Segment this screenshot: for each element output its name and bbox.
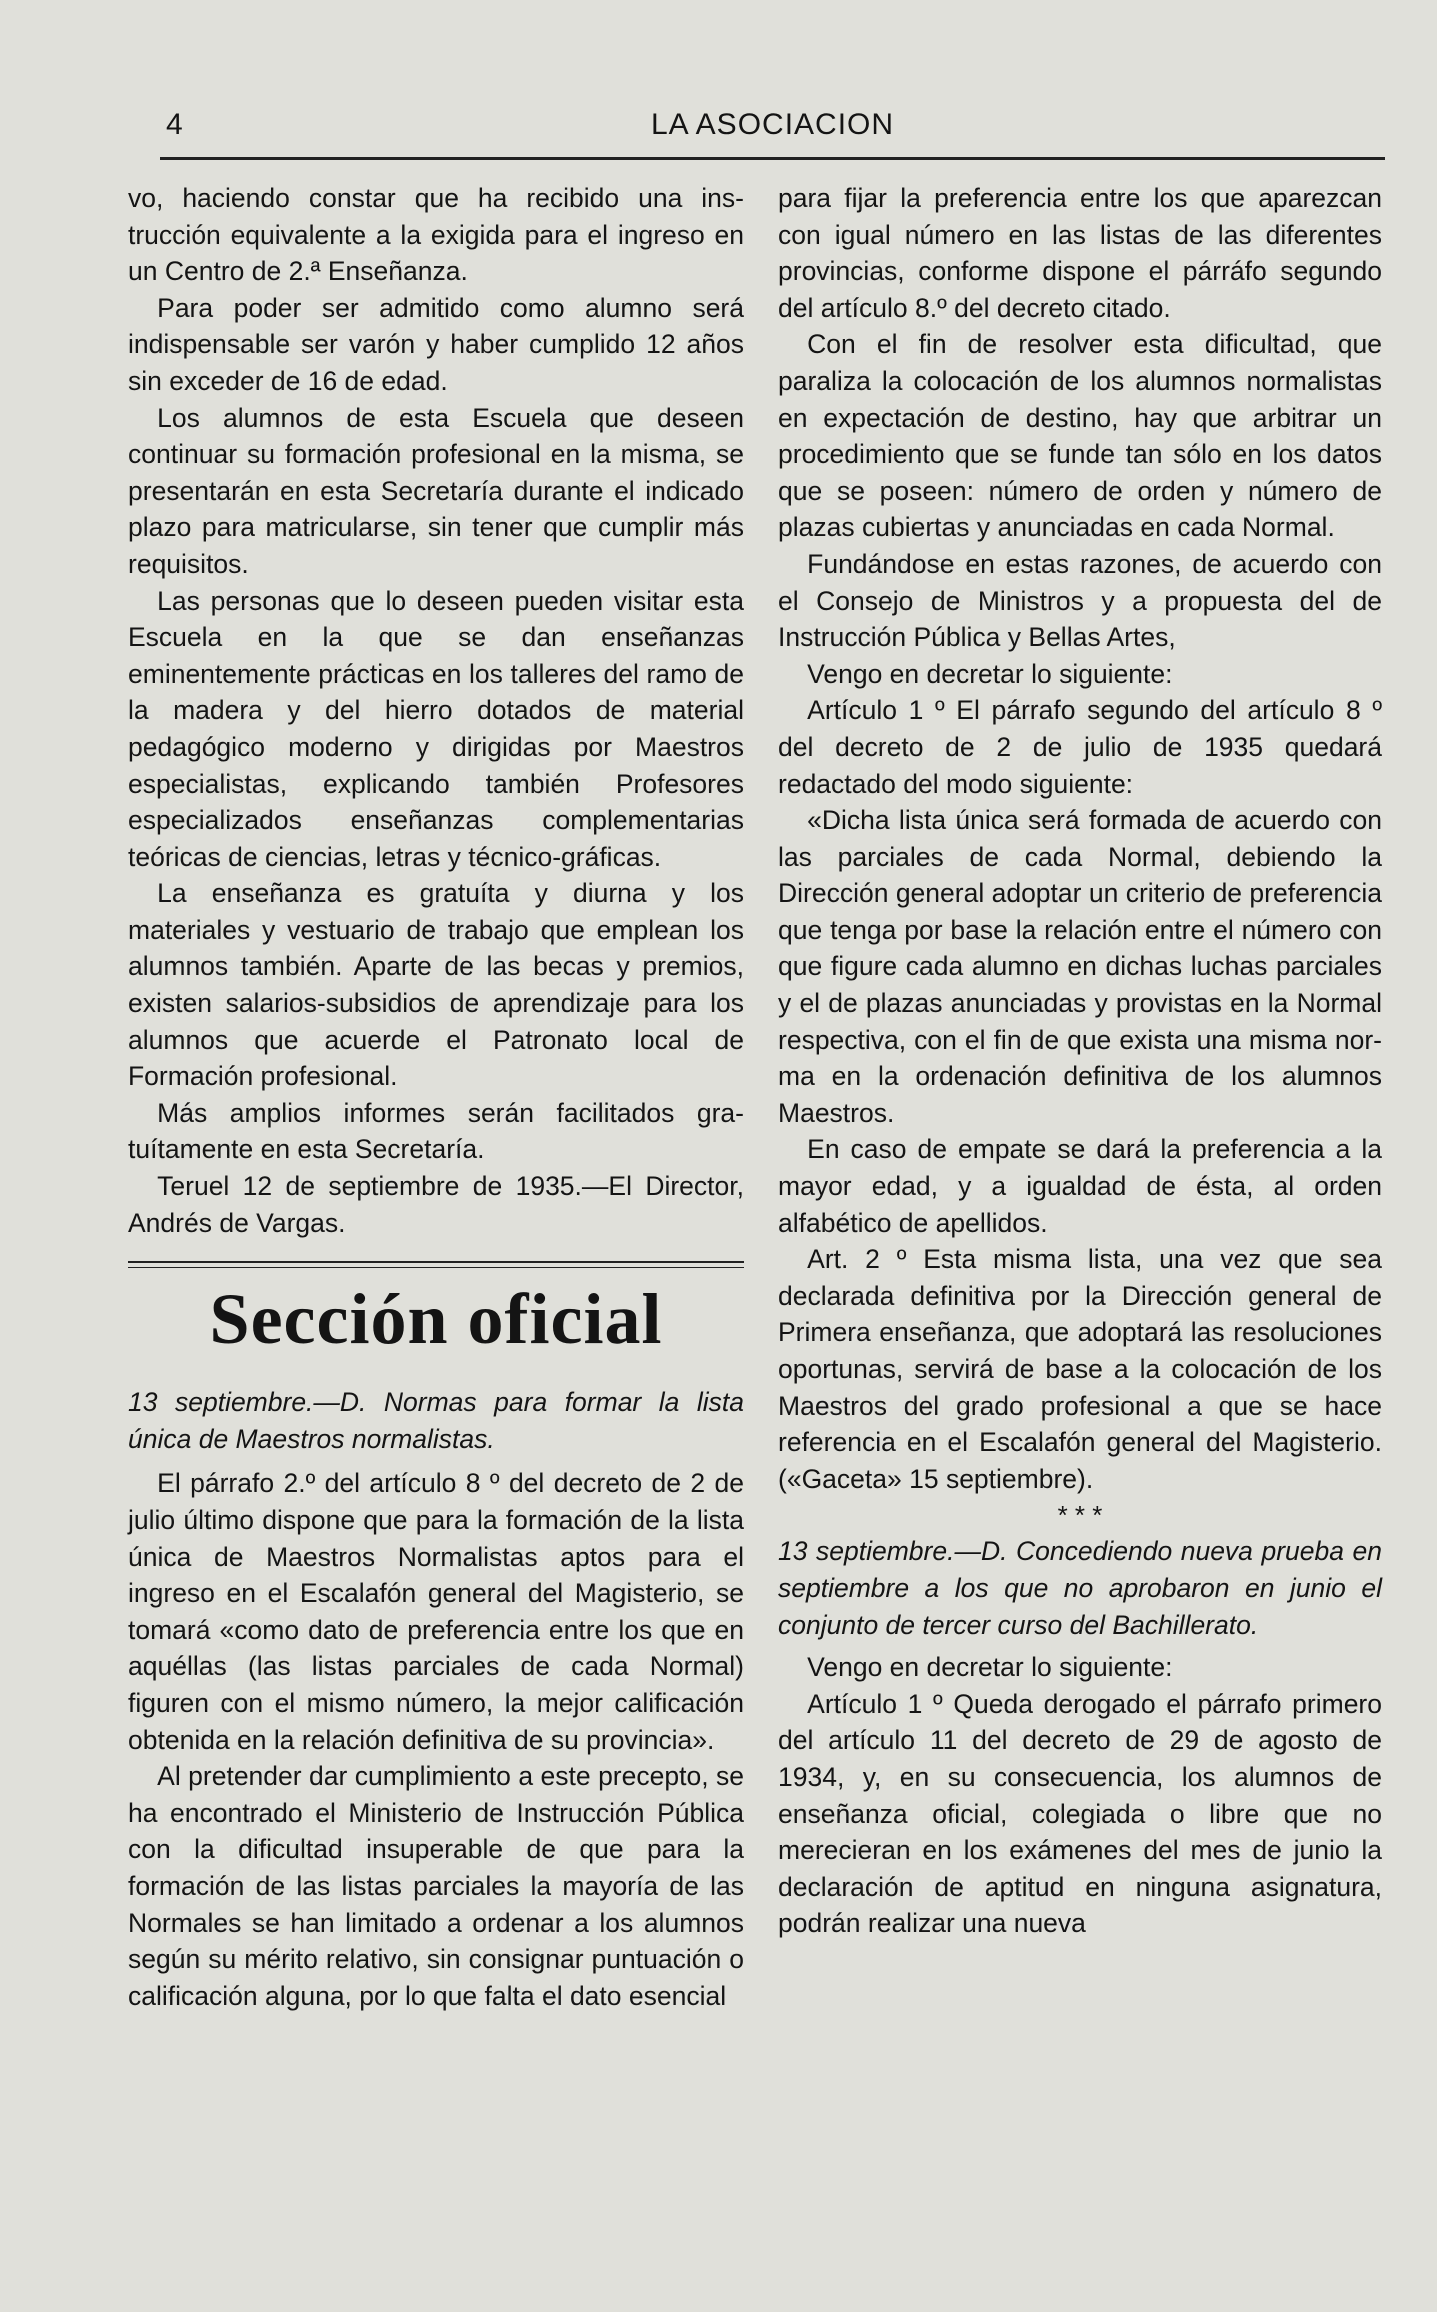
paragraph: para fijar la preferencia entre los que aparezcan con igual número en las listas de las diferentes provincias, conforme dispone el párráfo segundo del artículo 8.º del decreto citado. <box>778 183 1382 323</box>
paragraph: Vengo en decretar lo siguiente: <box>807 1652 1173 1683</box>
page-header <box>160 108 1385 154</box>
section-divider <box>128 1261 744 1268</box>
decree-heading: 13 septiembre.—D. Normas para formar la lista única de Maestros normalistas. <box>128 1387 744 1454</box>
running-title: LA ASOCIACION <box>650 108 895 141</box>
paragraph: Las personas que lo deseen pueden visitar esta Escuela en la que se dan enseñanzas eminentemente prácticas en los talleres del ramo de la madera y del hierro dotados de material pedagógico moderno y dirigidas por Maestros especialistas, explicando también Profesores especializados enseñanzas complementarias teóricas de ciencias, letras y técnico-gráficas. <box>128 585 744 872</box>
paragraph: El párrafo 2.º del artículo 8 º del decreto de 2 de julio último dispone que para la formación de la lista única de Maestros Normalistas aptos para el ingreso en el Escalafón general del Magisterio, se tomará «como dato de preferencia entre los que en aquéllas (las listas parciales de cada Normal) figuren con el mismo número, la mejor calificación obtenida en la relación definitiva de su provincia». <box>128 1468 744 1755</box>
paragraph: «Dicha lista única será formada de acuerdo con las parciales de cada Normal, debiendo la Dirección general adoptar un criterio de preferencia que tenga por base la relación entre el número con que figure cada alumno en dichas luchas parciales y el de plazas anunciadas y provistas en la Normal respectiva, con el fin de que exista una misma norma en la ordenación definitiva de los alumnos Maestros. <box>778 805 1382 1128</box>
paragraph: Los alumnos de esta Escuela que deseen continuar su formación profesional en la misma, se presentarán en esta Secretaría durante el indicado plazo para matricularse, sin tener que cumplir más requisitos. <box>128 402 744 579</box>
paragraph: Con el fin de resolver esta dificultad, que paraliza la colocación de los alumnos normalistas en expectación de destino, hay que arbitrar un procedimiento que se funde tan sólo en los datos que se poseen: número de orden y número de plazas cubiertas y anunciadas en cada Normal. <box>778 329 1382 543</box>
signature-paragraph: Teruel 12 de septiembre de 1935.—El Director, Andrés de Vargas. <box>128 1171 744 1238</box>
article-paragraph: Artículo 1 º El párrafo segundo del artículo 8 º del decreto de 2 de julio de 1935 quedará redactado del modo siguiente: <box>778 695 1382 799</box>
paragraph: Más amplios informes serán facilitados gratuítamente en esta Secretaría. <box>128 1097 744 1165</box>
decree-heading: 13 septiembre.—D. Concediendo nueva prueba en septiembre a los que no aprobaron en junio el conjunto de tercer curso del Bachillerato. <box>778 1536 1382 1640</box>
paragraph: Al pretender dar cumplimiento a este precepto, se ha encontrado el Ministerio de Instrucción Pública con la dificultad insuperable de que para la formación de las listas parciales la mayoría de las Normales se han limitado a ordenar a los alumnos según su mérito relativo, sin consignar puntuación o calificación alguna, por lo que falta el dato esencial <box>128 1761 744 2011</box>
header-rule <box>160 157 1385 160</box>
right-column <box>778 180 1382 1942</box>
section-title: Sección oficial <box>209 1279 663 1360</box>
paragraph: La enseñanza es gratuíta y diurna y los materiales y vestuario de trabajo que emplean los alumnos también. Aparte de las becas y premios, existen salarios-subsidios de aprendizaje para los alumnos que acuerde el Patronato local de Formación profesional. <box>128 878 744 1092</box>
asterism-separator: * * * <box>1057 1500 1103 1531</box>
paragraph: En caso de empate se dará la preferencia a la mayor edad, y a igualdad de ésta, al orden alfabético de apellidos. <box>778 1134 1382 1238</box>
paragraph: Vengo en decretar lo siguiente: <box>807 658 1173 689</box>
left-column <box>128 180 744 2014</box>
article-paragraph: Art. 2 º Esta misma lista, una vez que sea declarada definitiva por la Dirección general de Primera enseñanza, que adoptará las resoluciones oportunas, servirá de base a la colocación de los Maestros del grado profesional a que se hace referencia en el Escalafón general del Magisterio. («Gaceta» 15 septiembre). <box>778 1244 1382 1494</box>
paragraph: vo, haciendo constar que ha recibido una instrucción equivalente a la exigida para el ingreso en un Centro de 2.ª Enseñanza. <box>128 183 744 287</box>
paragraph: Fundándose en estas razones, de acuerdo con el Consejo de Ministros y a propuesta del de Instrucción Pública y Bellas Artes, <box>778 548 1382 653</box>
article-paragraph: Artículo 1 º Queda derogado el párrafo primero del artículo 11 del decreto de 29 de agosto de 1934, y, en su consecuencia, los alumnos de enseñanza oficial, colegiada o libre que no merecieran en los exámenes del mes de junio la declaración de aptitud en ninguna asignatura, podrán realizar una nueva <box>778 1688 1382 1939</box>
paragraph: Para poder ser admitido como alumno será indispensable ser varón y haber cumplido 12 años sin exceder de 16 de edad. <box>128 292 744 396</box>
page-number: 4 <box>166 108 183 141</box>
